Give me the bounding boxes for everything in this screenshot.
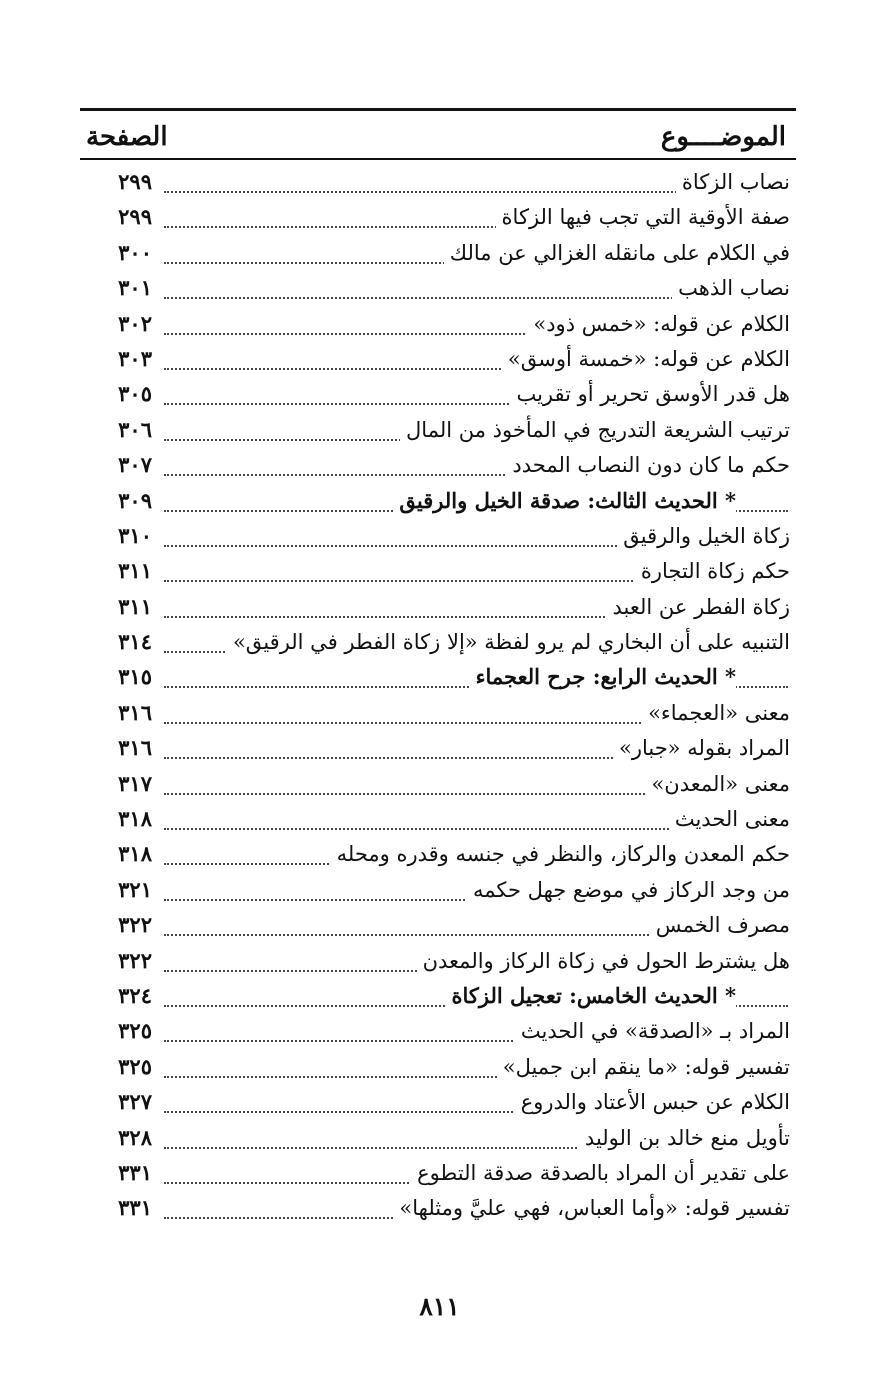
toc-header [80, 120, 796, 156]
toc-entry-page: ٣١٨ [118, 841, 152, 867]
toc-entry [80, 1157, 796, 1192]
toc-entry [80, 1086, 796, 1121]
toc-entry-page: ٣٠١ [118, 275, 152, 301]
toc-entry-title: زكاة الفطر عن العبد [607, 593, 790, 621]
toc-entry-page: ٣٠٩ [118, 487, 152, 513]
toc-entry-title: تأويل منع خالد بن الوليد [579, 1124, 790, 1152]
toc-entry-title: * الحديث الرابع: جرح العجماء [470, 663, 736, 691]
top-rule [80, 108, 796, 111]
toc-entry [80, 626, 796, 661]
toc-entry-page: ٣١٧ [118, 770, 152, 796]
toc-entry [80, 1122, 796, 1157]
toc-entry [80, 909, 796, 944]
toc-entry-title: * الحديث الثالث: صدقة الخيل والرقيق [393, 487, 736, 515]
toc-entry-title: صفة الأوقية التي تجب فيها الزكاة [496, 203, 790, 231]
toc-section-heading [80, 485, 796, 520]
toc-entry-page: ٢٩٩ [118, 169, 152, 194]
toc-entry-page: ٣١٥ [118, 664, 152, 690]
toc-entry-page: ٣٢٢ [118, 912, 152, 938]
toc-entry-page: ٣١١ [118, 593, 152, 619]
toc-entry [80, 166, 796, 201]
toc-entry [80, 555, 796, 590]
toc-entry-title: مصرف الخمس [650, 911, 790, 939]
toc-entry [80, 449, 796, 484]
toc-entry-page: ٣٣١ [118, 1195, 152, 1221]
toc-entry-title: نصاب الذهب [672, 274, 790, 302]
toc-entry [80, 945, 796, 980]
page-column-heading: الصفحة [86, 122, 168, 152]
toc-entry-page: ٢٩٩ [118, 204, 152, 230]
toc-entry-page: ٣٢٧ [118, 1089, 152, 1115]
toc-entry [80, 272, 796, 307]
toc-entry-title: الكلام عن قوله: «خمسة أوسق» [502, 345, 790, 373]
toc-entry-page: ٣٢٥ [118, 1053, 152, 1079]
toc-entry [80, 201, 796, 236]
toc-entry-title: المراد بقوله «جبار» [613, 734, 790, 762]
toc-entry [80, 768, 796, 803]
toc-entry [80, 343, 796, 378]
toc-entry-title: هل قدر الأوسق تحرير أو تقريب [510, 380, 790, 408]
toc-entry-page: ٣١٤ [118, 629, 152, 655]
topic-column-heading: الموضــــوع [660, 122, 786, 152]
toc-entry-title: الكلام عن حبس الأعتاد والدروع [515, 1088, 790, 1116]
toc-entry-title: المراد بـ «الصدقة» في الحديث [515, 1017, 790, 1045]
toc-entry [80, 874, 796, 909]
toc-entry-title: معنى الحديث [669, 805, 790, 833]
toc-entry-title: حكم زكاة التجارة [635, 557, 790, 585]
toc-entry [80, 591, 796, 626]
toc-entry-page: ٣٣١ [118, 1159, 152, 1185]
toc-entry-title: على تقدير أن المراد بالصدقة صدقة التطوع [411, 1159, 790, 1187]
toc-entry-page: ٣٠٦ [118, 416, 152, 442]
toc-entry [80, 520, 796, 555]
toc-entry-title: معنى «المعدن» [645, 770, 790, 798]
toc-entry [80, 414, 796, 449]
toc-entry-page: ٣٢٨ [118, 1124, 152, 1150]
toc-entry-title: زكاة الخيل والرقيق [617, 522, 790, 550]
toc-entry-page: ٣١٨ [118, 806, 152, 832]
toc-entry-page: ٣٢٥ [118, 1018, 152, 1044]
toc-entry-page: ٣١٠ [118, 522, 152, 548]
toc-entry-title: في الكلام على مانقله الغزالي عن مالك [444, 239, 790, 267]
toc-entry-page: ٣٠٠ [118, 239, 152, 265]
toc-entry-title: حكم ما كان دون النصاب المحدد [506, 451, 790, 479]
toc-entry-title: حكم المعدن والركاز، والنظر في جنسه وقدره ومحله [331, 840, 790, 868]
toc-entry-page: ٣٠٢ [118, 310, 152, 336]
toc-entry-page: ٣١٦ [118, 735, 152, 761]
toc-entry [80, 378, 796, 413]
toc-entry [80, 1015, 796, 1050]
toc-section-heading [80, 661, 796, 696]
toc-entry-page: ٣٠٧ [118, 452, 152, 478]
toc-entry-title: الكلام عن قوله: «خمس ذود» [527, 310, 790, 338]
page-number: ٨١١ [419, 1292, 460, 1321]
toc-entry-page: ٣٠٣ [118, 345, 152, 371]
toc-entry-page: ٣٢١ [118, 876, 152, 902]
toc-entry [80, 1051, 796, 1086]
toc-entry-page: ٣٠٥ [118, 381, 152, 407]
toc-entry-title: معنى «العجماء» [642, 699, 790, 727]
toc-entry-title: تفسير قوله: «ما ينقم ابن جميل» [497, 1053, 790, 1081]
toc-entry [80, 697, 796, 732]
toc-entry-title: ترتيب الشريعة التدريج في المأخوذ من المال [400, 416, 790, 444]
toc-entry [80, 803, 796, 838]
toc-entry-page: ٣١١ [118, 558, 152, 584]
toc-entry-title: * الحديث الخامس: تعجيل الزكاة [446, 982, 736, 1010]
toc-entry-page: ٣٢٤ [118, 982, 152, 1008]
header-rule [80, 158, 796, 160]
toc-entry-title: تفسير قوله: «وأما العباس، فهي عليَّ ومثلها» [393, 1194, 790, 1222]
toc-entries [80, 166, 796, 1228]
toc-entry-title: التنبيه على أن البخاري لم يرو لفظة «إلا زكاة الفطر في الرقيق» [227, 628, 790, 656]
toc-entry [80, 308, 796, 343]
toc-entry [80, 838, 796, 873]
toc-entry-page: ٣٢٢ [118, 947, 152, 973]
toc-entry-title: من وجد الركاز في موضع جهل حكمه [467, 876, 790, 904]
toc-entry [80, 237, 796, 272]
toc-entry-title: نصاب الزكاة [676, 168, 790, 196]
toc-entry [80, 732, 796, 767]
toc-entry-title: هل يشترط الحول في زكاة الركاز والمعدن [417, 947, 790, 975]
toc-entry [80, 1192, 796, 1227]
toc-entry-page: ٣١٦ [118, 699, 152, 725]
toc-section-heading [80, 980, 796, 1015]
